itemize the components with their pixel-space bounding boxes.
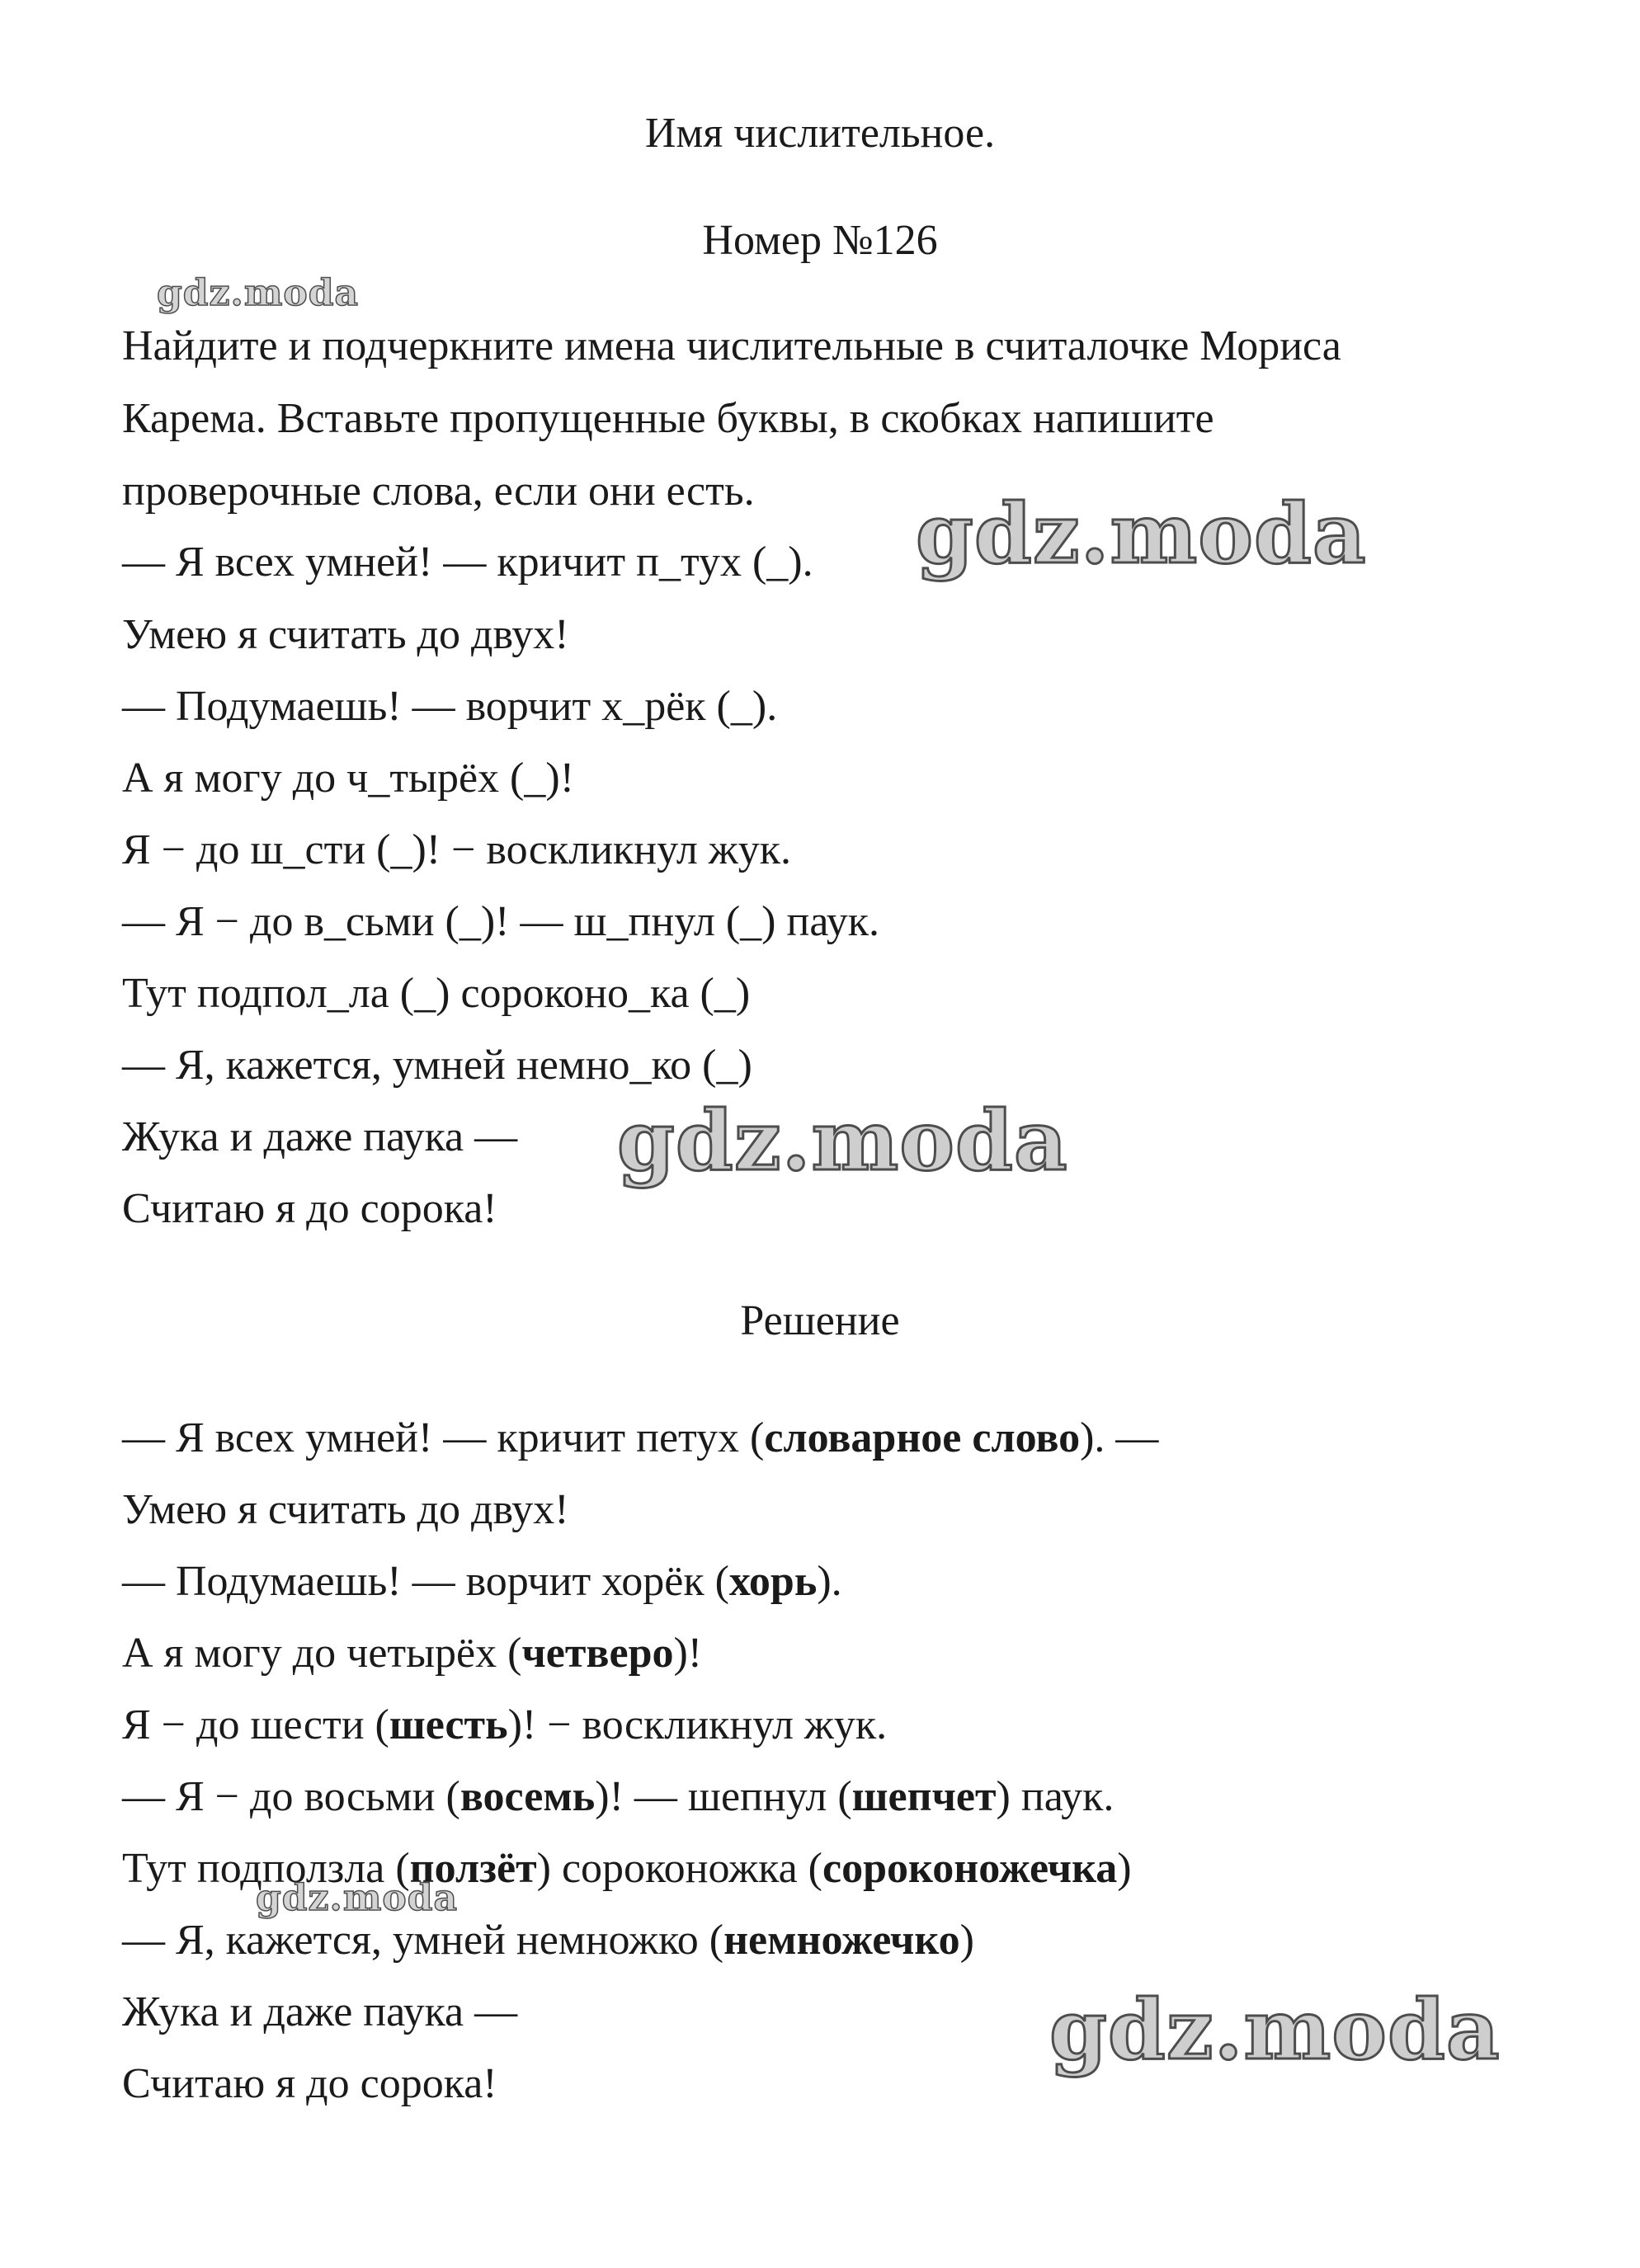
solution-line: Считаю я до сорока! bbox=[122, 2060, 497, 2107]
poem-line: — Я всех умней! — кричит п_тух (_). bbox=[122, 539, 813, 586]
check-word: словарное слово bbox=[764, 1414, 1081, 1461]
exercise-number: Номер №126 bbox=[702, 217, 938, 264]
task-line: Карема. Вставьте пропущенные буквы, в скобках напишите bbox=[122, 395, 1214, 442]
poem-line: Я − до ш_сти (_)! − воскликнул жук. bbox=[122, 826, 791, 873]
check-word: сороконожечка bbox=[822, 1845, 1118, 1892]
page-title: Имя числительное. bbox=[644, 110, 996, 157]
solution-heading: Решение bbox=[740, 1297, 900, 1344]
solution-line: А я могу до четырёх (четверо)! bbox=[122, 1630, 703, 1677]
solution-line: Тут подползла (ползёт) сороконожка (сороконожечка) bbox=[122, 1845, 1132, 1892]
poem-line: — Я − до в_сьми (_)! — ш_пнул (_) паук. bbox=[122, 898, 880, 945]
solution-line: — Я, кажется, умней немножко (немножечко) bbox=[122, 1917, 974, 1964]
watermark-logo: gdz.moda bbox=[1049, 1981, 1501, 2078]
solution-line: — Подумаешь! — ворчит хорёк (хорь). bbox=[122, 1558, 842, 1605]
watermark-logo: gdz.moda bbox=[617, 1092, 1068, 1189]
check-word: шепчет bbox=[851, 1773, 997, 1820]
check-word: восемь bbox=[459, 1773, 596, 1820]
check-word: хорь bbox=[728, 1558, 818, 1605]
check-word: шесть bbox=[389, 1701, 508, 1748]
poem-line: Считаю я до сорока! bbox=[122, 1185, 497, 1232]
check-word: ползёт bbox=[409, 1845, 537, 1892]
poem-line: Тут подпол_ла (_) сороконо_ка (_) bbox=[122, 970, 751, 1017]
watermark-logo: gdz.moda bbox=[916, 485, 1367, 582]
solution-line: Я − до шести (шесть)! − воскликнул жук. bbox=[122, 1701, 888, 1748]
task-line: проверочные слова, если они есть. bbox=[122, 468, 755, 515]
task-line: Найдите и подчеркните имена числительные в считалочке Мориса bbox=[122, 322, 1341, 369]
solution-line: Умею я считать до двух! bbox=[122, 1486, 569, 1533]
solution-line: — Я всех умней! — кричит петух (словарное слово). — bbox=[122, 1414, 1159, 1461]
poem-line: — Я, кажется, умней немно_ко (_) bbox=[122, 1042, 752, 1089]
check-word: четверо bbox=[521, 1630, 674, 1677]
poem-line: Жука и даже паука — bbox=[122, 1113, 518, 1160]
watermark-logo: gdz.moda bbox=[256, 1877, 459, 1919]
solution-line: Жука и даже паука — bbox=[122, 1988, 518, 2035]
solution-line: — Я − до восьми (восемь)! — шепнул (шепчет) паук. bbox=[122, 1773, 1115, 1820]
poem-line: — Подумаешь! — ворчит х_рёк (_). bbox=[122, 683, 778, 730]
check-word: немножечко bbox=[723, 1917, 960, 1964]
poem-line: А я могу до ч_тырёх (_)! bbox=[122, 755, 575, 802]
watermark-logo: gdz.moda bbox=[157, 272, 360, 314]
poem-line: Умею я считать до двух! bbox=[122, 611, 569, 658]
